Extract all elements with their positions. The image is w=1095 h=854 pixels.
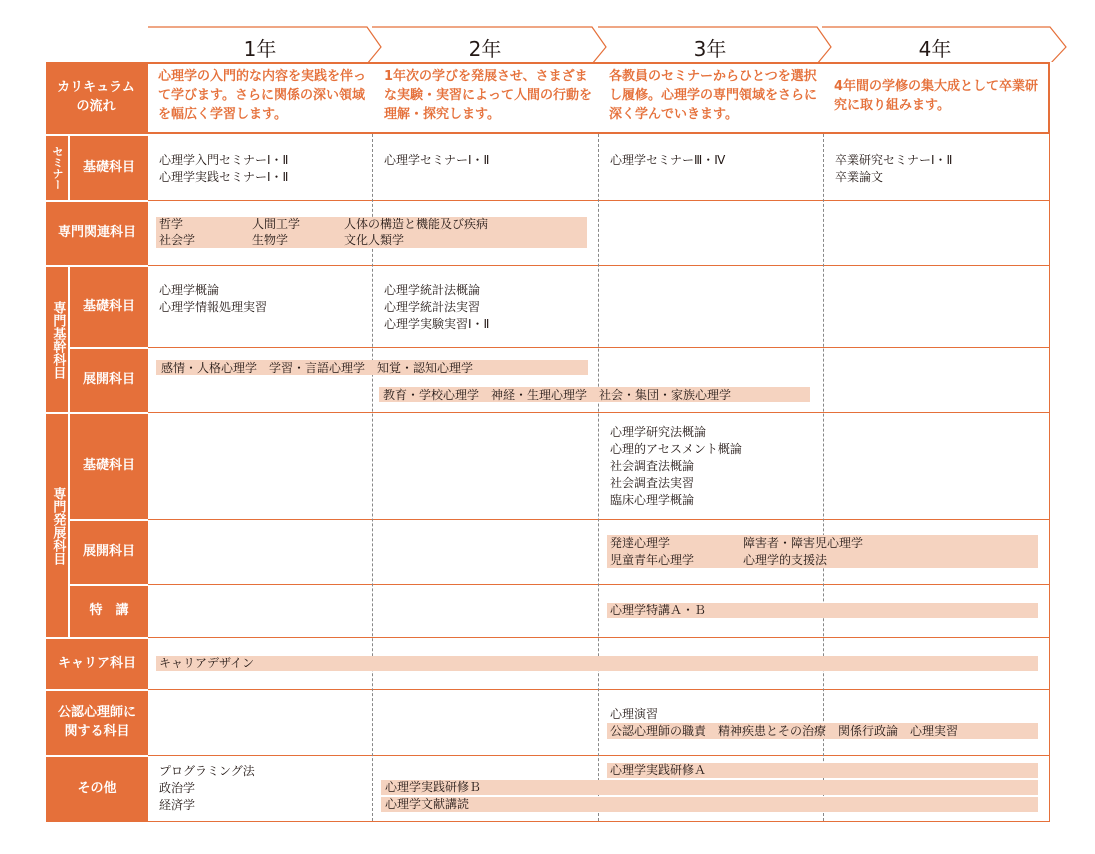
header-other: その他 xyxy=(77,780,117,796)
table-right-border xyxy=(1049,134,1050,822)
row-divider xyxy=(148,689,1050,690)
kanren-item: 文化人類学 xyxy=(344,233,405,247)
other-text-c: 心理学文献講読 xyxy=(385,797,470,811)
header-hatten: 専門発展科目 xyxy=(50,486,66,565)
header-kikan-kiso: 基礎科目 xyxy=(82,298,135,314)
year-separator xyxy=(823,134,824,821)
row-divider xyxy=(148,347,1050,348)
tokko-text: 心理学特講Ａ・Ｂ xyxy=(610,603,707,617)
career-bar xyxy=(156,656,1038,671)
kanren-item: 人体の構造と機能及び疾病 xyxy=(344,217,489,231)
kanren-item: 人間工学 xyxy=(252,217,301,231)
header-kanren: 専門関連科目 xyxy=(57,225,136,241)
year-2-label: 2年 xyxy=(468,37,502,61)
row-divider xyxy=(148,265,1050,266)
row-divider xyxy=(148,637,1050,638)
seminar-year1: 心理学入門セミナーⅠ・Ⅱ 心理学実践セミナーⅠ・Ⅱ xyxy=(159,153,289,184)
other-bar-c xyxy=(381,797,1038,812)
header-hatten-tokko: 特 講 xyxy=(89,603,129,619)
header-kikan: 専門基幹科目 xyxy=(50,300,66,379)
table-bottom-border xyxy=(46,821,1050,822)
seminar-year3: 心理学セミナーⅢ・Ⅳ xyxy=(610,153,726,167)
flow-row-header: カリキュラム の流れ xyxy=(57,80,135,114)
header-seminar-kiso: 基礎科目 xyxy=(82,159,135,175)
kikan-kiso-year1: 心理学概論 心理学情報処理実習 xyxy=(159,283,268,314)
flow-text-year4: 4年間の学修の集大成として卒業研究に取り組みます。 xyxy=(834,79,1039,113)
kikan-kiso-year2: 心理学統計法概論 心理学統計法実習 心理学実験実習Ⅰ・Ⅱ xyxy=(384,283,490,331)
kanren-item: 社会学 xyxy=(159,233,196,247)
row-divider xyxy=(148,412,1050,413)
header-hatten-tenkai: 展開科目 xyxy=(82,544,135,560)
flow-text-year3: 各教員のセミナーからひとつを選択し履修。心理学の専門領域をさらに深く学んでいきます。 xyxy=(609,69,818,122)
year-4-label: 4年 xyxy=(918,37,952,61)
career-text: キャリアデザイン xyxy=(159,656,255,670)
row-divider xyxy=(148,584,1050,585)
flow-text-year1: 心理学の入門的な内容を実践を伴って学びます。さらに関係の深い領域を幅広く学習します。 xyxy=(158,69,367,122)
hatten-tenkai-item: 発達心理学 xyxy=(610,536,671,550)
header-koushin: 公認心理師に 関する科目 xyxy=(57,705,136,739)
year-separator xyxy=(598,134,599,821)
row-divider xyxy=(148,755,1050,756)
hatten-tenkai-item: 児童青年心理学 xyxy=(610,553,695,567)
seminar-year2: 心理学セミナーⅠ・Ⅱ xyxy=(384,153,490,167)
hatten-kiso-year3: 心理学研究法概論 心理的アセスメント概論 社会調査法概論 社会調査法実習 臨床心理学概論 xyxy=(610,425,742,507)
seminar-year4: 卒業研究セミナーⅠ・Ⅱ 卒業論文 xyxy=(835,153,953,184)
other-year1: プログラミング法 政治学 経済学 xyxy=(159,764,255,812)
kikan-tenkai-b: 教育・学校心理学 神経・生理心理学 社会・集団・家族心理学 xyxy=(383,388,732,402)
header-career: キャリア科目 xyxy=(57,655,136,671)
koushin-text-a: 心理演習 xyxy=(610,707,659,721)
hatten-tenkai-item: 障害者・障害児心理学 xyxy=(743,536,864,550)
other-text-b: 心理学実践研修Ｂ xyxy=(385,780,482,794)
flow-text-year2: 1年次の学びを発展させ、さまざまな実験・実習によって人間の行動を理解・探究します。 xyxy=(384,69,593,122)
header-hatten-kiso: 基礎科目 xyxy=(82,458,135,474)
year-1-label: 1年 xyxy=(243,37,277,61)
koushin-text-b: 公認心理師の職責 精神疾患とその治療 関係行政論 心理実習 xyxy=(610,724,959,738)
other-text-a: 心理学実践研修Ａ xyxy=(610,763,707,777)
header-seminar: セミナー xyxy=(50,146,64,190)
kanren-item: 生物学 xyxy=(252,233,289,247)
hatten-tenkai-item: 心理学的支援法 xyxy=(743,553,828,567)
kikan-tenkai-a: 感情・人格心理学 学習・言語心理学 知覚・認知心理学 xyxy=(161,361,474,375)
row-divider xyxy=(148,200,1050,201)
header-kikan-tenkai: 展開科目 xyxy=(82,372,135,388)
year-3-label: 3年 xyxy=(693,37,727,61)
kanren-item: 哲学 xyxy=(159,217,184,231)
row-divider xyxy=(148,519,1050,520)
